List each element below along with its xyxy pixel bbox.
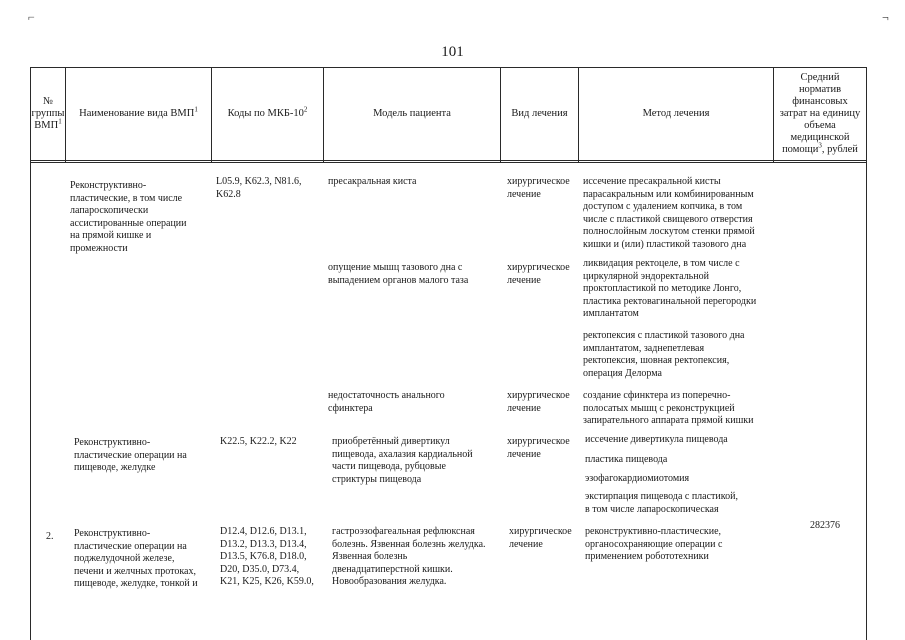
row2-icd-codes: K22.5, K22.2, K22: [220, 436, 297, 447]
row3-vmp-name: Реконструктивно- пластические операции на поджелудочной железе, печени и желчных протоках, пищеводе, желудке, тонкой и: [74, 528, 198, 590]
row2-method-4: экстирпация пищевода с пластикой, в том числе лапароскопическая: [585, 491, 738, 515]
header-patient-model: Модель пациента: [373, 108, 451, 119]
row1c-method: создание сфинктера из поперечно- полосатых мышц с реконструкцией запирательного аппарата прямой кишки: [583, 390, 754, 427]
table-right-border: [866, 67, 867, 640]
corner-mark-top-right: ¬: [882, 10, 889, 24]
row1a-patient-model: пресакральная киста: [328, 176, 417, 187]
row3-group-number: 2.: [46, 531, 54, 542]
row1c-treatment-type: хирургическое лечение: [507, 390, 570, 414]
row2-vmp-name: Реконструктивно- пластические операции на пищеводе, желудке: [74, 437, 187, 474]
row2-method-2: пластика пищевода: [585, 454, 668, 465]
row1-vmp-name: Реконструктивно- пластические, в том числе лапароскопически ассистированные операции на прямой кишке и промежности: [70, 180, 187, 254]
row1c-patient-model: недостаточность анального сфинктера: [328, 390, 445, 414]
row3-patient-model: гастроэзофагеальная рефлюксная болезнь. Язвенная болезнь желудка. Язвенная болезнь двенадцатиперстной кишки. Новообразования желудка.: [332, 526, 486, 588]
row1-icd-codes: L05.9, K62.3, N81.6, K62.8: [216, 176, 302, 200]
row2-treatment-type: хирургическое лечение: [507, 436, 570, 460]
row1b-method-1: ликвидация ректоцеле, в том числе с циркулярной эндоректальной проктопластикой по методике Лонго, пластика ректовагинальной перегородки имплантатом: [583, 258, 757, 320]
corner-mark-top-left: ⌐: [28, 10, 35, 24]
header-bottom-border-2: [30, 162, 867, 163]
header-bottom-border: [30, 160, 867, 161]
row3-cost: 282376: [810, 520, 840, 531]
row2-method-1: иссечение дивертикула пищевода: [585, 434, 728, 445]
row1b-treatment-type: хирургическое лечение: [507, 262, 570, 286]
row2-method-3: эзофагокардиомиотомия: [585, 473, 690, 484]
row1b-method-2: ректопексия с пластикой тазового дна имплантатом, заднепетлевая ректопексия, шовная ректопексия, операция Делорма: [583, 330, 745, 379]
row1a-method: иссечение пресакральной кисты парасакральным или комбинированным доступом с удалением копчика, в том числе с пластикой свищевого отверстия полнослойным лоскутом стенки прямой кишки и (или) пластикой тазового дна: [583, 176, 755, 250]
row3-icd-codes: D12.4, D12.6, D13.1, D13.2, D13.3, D13.4, D13.5, K76.8, D18.0, D20, D35.0, D73.4, K21, K25, K26, K59.0,: [220, 526, 314, 588]
header-group-number: № группы ВМП$^1$: [31, 96, 65, 131]
header-treatment-method: Метод лечения: [642, 108, 710, 119]
row1b-patient-model: опущение мышц тазового дна с выпадением органов малого таза: [328, 262, 469, 286]
row1a-treatment-type: хирургическое лечение: [507, 176, 570, 200]
header-treatment-type: Вид лечения: [511, 108, 568, 119]
page-number: 101: [441, 44, 464, 60]
row3-method: реконструктивно-пластические, органосохраняющие операции с применением робототехники: [585, 526, 723, 563]
header-vmp-name: Наименование вида ВМП$^1$: [79, 105, 198, 119]
header-icd-codes: Коды по МКБ-$10^2$: [227, 105, 308, 119]
header-cost-standard: Средний норматив финансовых затрат на единицу объема медицинской помощи$^3$, рублей: [779, 72, 861, 155]
row3-treatment-type: хирургическое лечение: [509, 526, 572, 550]
row2-patient-model: приобретённый дивертикул пищевода, ахалазия кардиальной части пищевода, рубцовые стриктуры пищевода: [332, 436, 473, 485]
